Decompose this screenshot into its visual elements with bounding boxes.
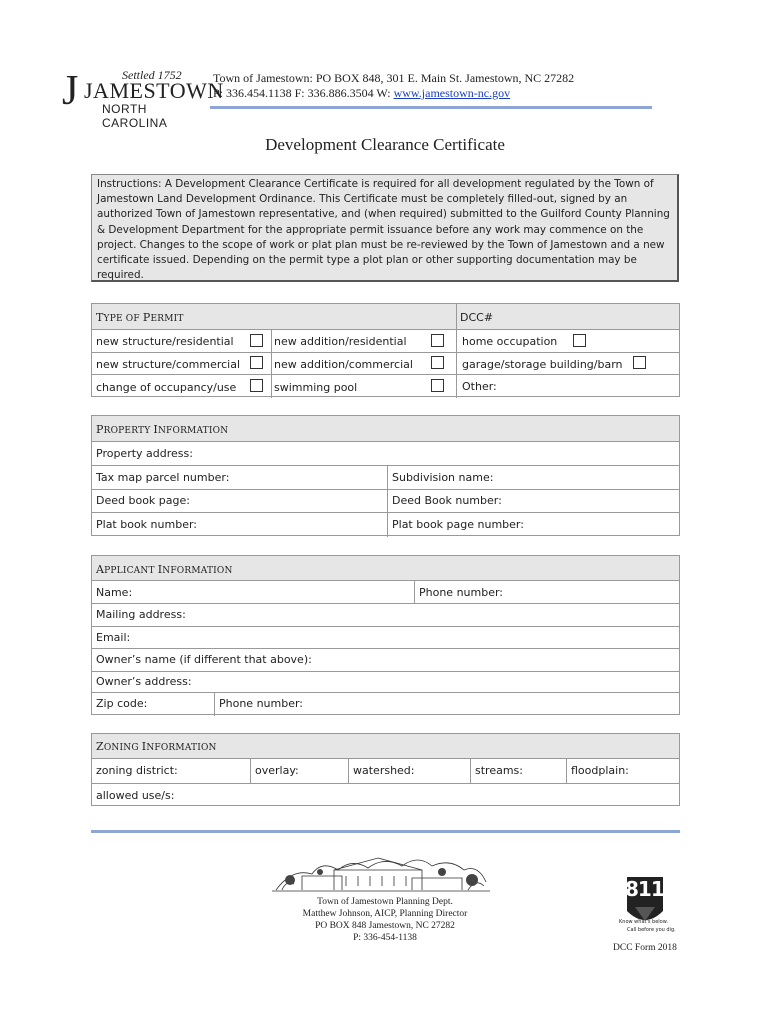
logo-settled: Settled 1752 [122, 68, 182, 82]
option-new-structure-commercial: new structure/commercial [96, 358, 241, 371]
applicant-heading: APPLICANT INFORMATION [96, 563, 233, 576]
zoning-district-field[interactable]: zoning district: [96, 764, 178, 777]
owner-address-field[interactable]: Owner’s address: [96, 675, 192, 688]
email-field[interactable]: Email: [96, 631, 131, 644]
checkbox-new-addition-commercial[interactable] [431, 356, 444, 369]
option-new-structure-residential: new structure/residential [96, 335, 234, 348]
instructions-box: Instructions: A Development Clearance Certificate is required for all development regulated by the Town of Jamestown Land Development Ordinance. This Certificate must be completely filled-out, signed by an authorized Town of Jamestown representative, and (when required) submitted to the Guilford County Planning & Development Department for the appropriate permit issuance before any work may commence on the project. Changes to the scope of work or plat plan must be re-reviewed by the Town of Jamestown and a new certificate issued. Depending on the permit type a plot plan or other supporting documentation may be required. [91, 174, 679, 282]
checkbox-new-addition-residential[interactable] [431, 334, 444, 347]
applicant-name-field[interactable]: Name: [96, 586, 133, 599]
form-number: DCC Form 2018 [613, 943, 677, 953]
checkbox-change-of-occupancy[interactable] [250, 379, 263, 392]
planning-director: Matthew Johnson, AICP, Planning Director [302, 909, 468, 919]
permit-section [91, 303, 680, 397]
badge-number: 811 [625, 877, 664, 901]
website-link[interactable]: www.jamestown-nc.gov [393, 86, 511, 100]
option-new-addition-commercial: new addition/commercial [274, 358, 413, 371]
logo-initial: J [62, 68, 79, 114]
planning-phone: P: 336-454-1138 [353, 933, 417, 943]
allowed-use-field[interactable]: allowed use/s: [96, 789, 175, 802]
header-address: Town of Jamestown: PO BOX 848, 301 E. Main St. Jamestown, NC 27282 [213, 71, 575, 85]
header-contact [213, 86, 510, 101]
header-divider [210, 106, 652, 109]
streams-field[interactable]: streams: [475, 764, 523, 777]
badge-line2: Call before you dig. [627, 927, 676, 933]
zoning-heading: ZONING INFORMATION [96, 740, 217, 753]
floodplain-field[interactable]: floodplain: [571, 764, 629, 777]
property-address-field[interactable]: Property address: [96, 447, 193, 460]
checkbox-new-structure-commercial[interactable] [250, 356, 263, 369]
option-new-addition-residential: new addition/residential [274, 335, 407, 348]
deed-number-field[interactable]: Deed Book number: [392, 494, 502, 507]
logo-state: NORTH CAROLINA [102, 102, 168, 130]
owner-name-field[interactable]: Owner’s name (if different that above): [96, 653, 312, 666]
property-heading: PROPERTY INFORMATION [96, 423, 229, 436]
plat-number-field[interactable]: Plat book number: [96, 518, 197, 531]
checkbox-garage-storage[interactable] [633, 356, 646, 369]
checkbox-new-structure-residential[interactable] [250, 334, 263, 347]
overlay-field[interactable]: overlay: [255, 764, 299, 777]
planning-dept: Town of Jamestown Planning Dept. [317, 897, 453, 907]
subdivision-field[interactable]: Subdivision name: [392, 471, 494, 484]
page-title: Development Clearance Certificate [265, 135, 505, 154]
watershed-field[interactable]: watershed: [353, 764, 415, 777]
option-garage-storage: garage/storage building/barn [462, 358, 623, 371]
header-phone: P: 336.454.1138 F: 336.886.3504 W: [213, 86, 394, 100]
dcc-number-label: DCC# [460, 311, 494, 324]
deed-page-field[interactable]: Deed book page: [96, 494, 190, 507]
option-swimming-pool: swimming pool [274, 381, 358, 394]
plat-page-field[interactable]: Plat book page number: [392, 518, 524, 531]
zip-code-field[interactable]: Zip code: [96, 697, 148, 710]
jamestown-logo [62, 68, 224, 130]
checkbox-home-occupation[interactable] [573, 334, 586, 347]
option-home-occupation: home occupation [462, 335, 558, 348]
applicant-phone-field[interactable]: Phone number: [419, 586, 504, 599]
tax-map-field[interactable]: Tax map parcel number: [96, 471, 230, 484]
mailing-address-field[interactable]: Mailing address: [96, 608, 186, 621]
logo-name: JAMESTOWN [84, 78, 224, 103]
owner-phone-field[interactable]: Phone number: [219, 697, 304, 710]
call-811-logo [617, 871, 676, 935]
option-change-of-occupancy: change of occupancy/use [96, 381, 237, 394]
other-field[interactable]: Other: [462, 380, 497, 393]
town-hall-illustration [272, 850, 490, 896]
applicant-section [91, 555, 680, 715]
checkbox-swimming-pool[interactable] [431, 379, 444, 392]
footer-divider [91, 830, 680, 833]
property-section [91, 415, 680, 536]
permit-heading: TYPE OF PERMIT [96, 311, 184, 324]
planning-address: PO BOX 848 Jamestown, NC 27282 [315, 921, 455, 931]
badge-line1: Know what's below. [619, 919, 668, 925]
zoning-section [91, 733, 680, 806]
